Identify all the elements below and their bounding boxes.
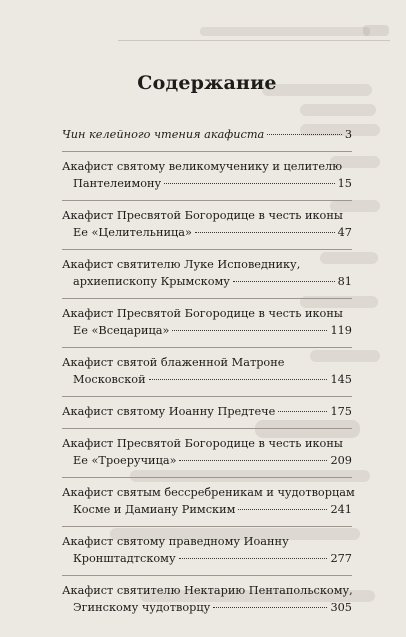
entry-divider <box>62 428 352 429</box>
toc-entry-final-line <box>62 273 352 290</box>
entry-divider <box>62 526 352 527</box>
toc-entry-final-line <box>62 403 352 420</box>
page-title: Содержание <box>137 72 277 94</box>
toc-page-number: 209 <box>330 454 352 467</box>
ghost-running-header <box>200 27 370 36</box>
toc-entry-final-line <box>62 224 352 241</box>
table-of-contents-page <box>62 72 355 618</box>
toc-entry-title-line: Чин келейного чтения акафиста <box>62 128 265 141</box>
toc-entry-final-line <box>62 550 352 567</box>
toc-entry-title-line: Акафист святым бессребреникам и чудотворцам <box>62 486 355 499</box>
toc-entry[interactable] <box>62 126 352 145</box>
entry-divider <box>62 200 352 201</box>
toc-entry-final-line <box>62 371 352 388</box>
toc-entry-final-line <box>62 126 352 143</box>
toc-list <box>62 126 355 618</box>
toc-entry-title-line: Пантелеимону <box>73 177 162 190</box>
toc-page-number: 81 <box>337 275 352 288</box>
toc-entry[interactable] <box>62 354 352 390</box>
entry-divider <box>62 298 352 299</box>
toc-entry-title-line: Ее «Всецарица» <box>73 324 170 337</box>
toc-entry-final-line <box>62 452 352 469</box>
toc-entry[interactable] <box>62 403 352 422</box>
toc-page-number: 119 <box>330 324 352 337</box>
toc-entry-title-line: Акафист Пресвятой Богородице в честь иконы <box>62 307 343 320</box>
toc-entry-final-line <box>62 501 352 518</box>
toc-entry-title-line: Косме и Дамиану Римским <box>73 503 236 516</box>
dot-leader <box>233 281 335 282</box>
dot-leader <box>149 379 328 380</box>
toc-entry[interactable] <box>62 158 352 194</box>
toc-entry-final-line <box>62 322 352 339</box>
toc-entry[interactable] <box>62 305 352 341</box>
toc-page-number: 305 <box>330 601 352 614</box>
toc-page-number: 3 <box>344 128 352 141</box>
dot-leader <box>267 134 342 135</box>
toc-entry[interactable] <box>62 582 352 618</box>
entry-divider <box>62 151 352 152</box>
dot-leader <box>195 232 335 233</box>
toc-entry-title-line: Акафист Пресвятой Богородице в честь иконы <box>62 209 343 222</box>
toc-entry-title-line: Эгинскому чудотворцу <box>73 601 211 614</box>
entry-divider <box>62 477 352 478</box>
entry-divider <box>62 347 352 348</box>
ghost-page-number <box>363 25 389 36</box>
toc-entry-title-line: Кронштадтскому <box>73 552 176 565</box>
dot-leader <box>164 183 334 184</box>
toc-entry-title-line: Акафист Пресвятой Богородице в честь иконы <box>62 437 343 450</box>
toc-page-number: 241 <box>330 503 352 516</box>
entry-divider <box>62 575 352 576</box>
toc-entry-title-line: Ее «Троеручица» <box>73 454 177 467</box>
toc-entry[interactable] <box>62 435 352 471</box>
toc-entry[interactable] <box>62 207 352 243</box>
toc-page-number: 277 <box>330 552 352 565</box>
toc-page-number: 15 <box>337 177 352 190</box>
toc-entry-title-line: Акафист святителю Луке Исповеднику, <box>62 258 301 271</box>
toc-entry-title-line: Ее «Целительница» <box>73 226 192 239</box>
toc-entry[interactable] <box>62 484 355 520</box>
entry-divider <box>62 396 352 397</box>
toc-entry-title-line: Акафист святителю Нектарию Пентапольскому, <box>62 584 353 597</box>
ghost-header-rule <box>118 40 390 41</box>
dot-leader <box>179 558 328 559</box>
toc-entry-final-line <box>62 175 352 192</box>
toc-entry-final-line <box>62 599 352 616</box>
toc-entry[interactable] <box>62 533 352 569</box>
toc-entry-title-line: Акафист святой блаженной Матроне <box>62 356 285 369</box>
toc-page-number: 47 <box>337 226 352 239</box>
toc-entry[interactable] <box>62 256 352 292</box>
dot-leader <box>213 607 327 608</box>
dot-leader <box>238 509 327 510</box>
toc-entry-title-line: Московской <box>73 373 146 386</box>
toc-entry-title-line: Акафист святому праведному Иоанну <box>62 535 289 548</box>
toc-entry-title-line: Акафист святому Иоанну Предтече <box>62 405 276 418</box>
toc-page-number: 145 <box>330 373 352 386</box>
dot-leader <box>278 411 327 412</box>
dot-leader <box>179 460 327 461</box>
toc-page-number: 175 <box>330 405 352 418</box>
toc-entry-title-line: архиепископу Крымскому <box>73 275 230 288</box>
toc-entry-title-line: Акафист святому великомученику и целителю <box>62 160 343 173</box>
dot-leader <box>172 330 327 331</box>
entry-divider <box>62 249 352 250</box>
